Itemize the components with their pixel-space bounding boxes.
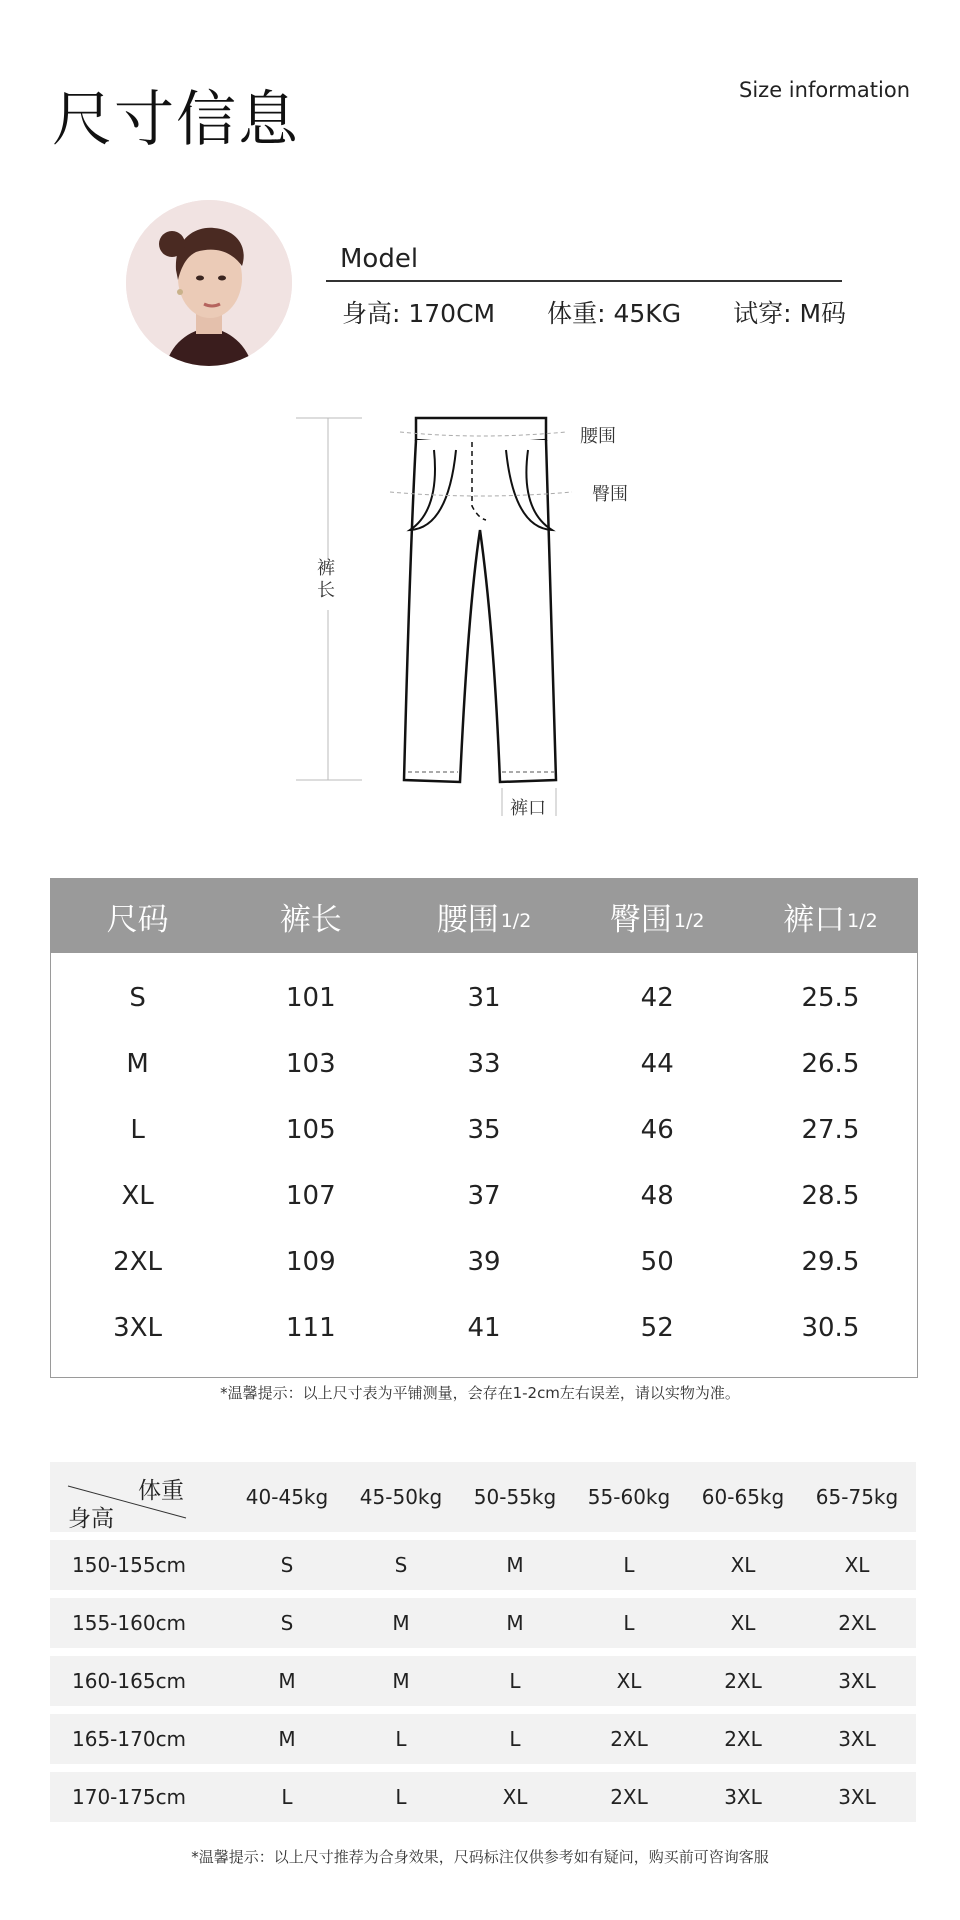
header-cell [224,879,397,953]
height-cell: 170-175cm [72,1785,187,1809]
table-cell: 48 [640,1181,674,1211]
size-cell: M [506,1611,524,1635]
size-cell: M [506,1553,524,1577]
table-cell: XL [121,1181,154,1211]
height-cell: 160-165cm [72,1669,187,1693]
page-title: 尺寸信息 [52,85,300,155]
table-cell: 28.5 [801,1181,860,1211]
size-cell: XL [730,1611,756,1635]
weight-header: 65-75kg [815,1485,899,1509]
size-cell: 2XL [610,1727,648,1751]
size-cell: 3XL [838,1785,876,1809]
height-cell: 155-160cm [72,1611,187,1635]
size-cell: XL [616,1669,642,1693]
size-cell: M [278,1669,296,1693]
corner-height: 身高 [68,1506,114,1532]
header-label: 臀围 [609,901,672,938]
table-cell: 41 [467,1313,501,1343]
table-cell: 107 [285,1181,336,1211]
label-waist: 腰围 [580,426,616,447]
size-note: *温馨提示：以上尺寸表为平铺测量，会存在1-2cm左右误差，请以实物为准。 [220,1384,740,1402]
header-sub: 1/2 [847,910,878,932]
size-cell: 2XL [724,1669,762,1693]
recommend-row [50,1714,916,1764]
header-cell [744,879,917,953]
table-cell: L [130,1115,145,1145]
size-cell: L [509,1669,521,1693]
table-cell: 31 [467,983,501,1013]
model-stats [342,294,846,330]
table-cell: 105 [285,1115,336,1145]
height-cell: 165-170cm [72,1727,187,1751]
table-cell: 101 [285,983,336,1013]
height-cell: 150-155cm [72,1553,187,1577]
weight-header: 55-60kg [587,1485,671,1509]
table-cell: 25.5 [801,983,860,1013]
table-cell: 2XL [113,1247,163,1277]
size-cell: S [280,1611,294,1635]
table-cell: 52 [640,1313,674,1343]
table-cell: 35 [467,1115,501,1145]
model-height: 身高: 170CM [342,299,496,328]
table-cell: 44 [640,1049,674,1079]
table-cell: 46 [640,1115,674,1145]
weight-header: 50-55kg [473,1485,557,1509]
table-cell: 111 [285,1313,336,1343]
model-weight: 体重: 45KG [547,299,682,328]
table-row [51,1229,917,1295]
header-sub: 1/2 [673,910,705,932]
size-cell: L [623,1553,635,1577]
size-table-header [51,879,917,953]
header-cell [571,879,744,953]
table-cell: M [126,1049,149,1079]
recommend-row [50,1772,916,1822]
table-row [51,1163,917,1229]
header-label: 尺码 [106,901,169,938]
table-cell: 39 [467,1247,501,1277]
size-cell: XL [844,1553,870,1577]
divider [326,280,842,282]
table-row [51,1031,917,1097]
size-cell: 3XL [724,1785,762,1809]
corner-cell [50,1462,230,1532]
table-cell: 50 [640,1247,674,1277]
size-cell: 3XL [838,1669,876,1693]
table-row [51,1295,917,1361]
size-cell: S [280,1553,294,1577]
size-cell: L [281,1785,293,1809]
table-cell: 27.5 [801,1115,860,1145]
table-row [51,965,917,1031]
size-table [50,878,918,1378]
table-cell: 42 [640,983,674,1013]
size-cell: L [395,1727,407,1751]
size-cell: S [394,1553,408,1577]
size-cell: L [509,1727,521,1751]
size-cell: M [392,1669,410,1693]
table-cell: 3XL [113,1313,163,1343]
header-cell [51,879,224,953]
recommend-row [50,1656,916,1706]
label-hem: 裤口 [510,798,546,819]
size-cell: M [278,1727,296,1751]
table-row [51,1097,917,1163]
table-cell: S [129,983,146,1013]
pants-diagram [280,410,680,830]
size-cell: 2XL [610,1785,648,1809]
recommend-row [50,1540,916,1590]
weight-header: 40-45kg [245,1485,329,1509]
size-cell: 2XL [724,1727,762,1751]
table-cell: 37 [467,1181,501,1211]
recommend-row [50,1598,916,1648]
size-cell: M [392,1611,410,1635]
label-length-2: 长 [317,580,335,601]
header-cell [397,879,570,953]
table-cell: 33 [467,1049,501,1079]
size-table-body [51,953,917,1377]
table-cell: 103 [285,1049,336,1079]
corner-weight: 体重 [138,1478,184,1504]
recommend-note: *温馨提示：以上尺寸推荐为合身效果，尺码标注仅供参考如有疑问，购买前可咨询客服 [191,1848,769,1866]
size-cell: 3XL [838,1727,876,1751]
label-hip: 臀围 [592,484,628,505]
weight-header: 45-50kg [359,1485,443,1509]
header-label: 腰围 [436,901,499,938]
size-cell: L [395,1785,407,1809]
label-length-1: 裤 [317,558,335,579]
table-cell: 26.5 [801,1049,860,1079]
table-cell: 109 [285,1247,336,1277]
model-label: Model [340,244,419,274]
header-label: 裤口 [783,901,846,938]
recommend-table [50,1462,916,1830]
model-avatar [126,200,292,366]
weight-header: 60-65kg [701,1485,785,1509]
size-cell: 2XL [838,1611,876,1635]
model-size: 试穿: M码 [733,299,847,328]
size-cell: L [623,1611,635,1635]
table-cell: 30.5 [801,1313,860,1343]
size-cell: XL [730,1553,756,1577]
table-cell: 29.5 [801,1247,860,1277]
size-cell: XL [502,1785,528,1809]
header-label: 裤长 [279,901,342,938]
recommend-header [50,1462,916,1532]
page-subtitle: Size information [739,78,910,102]
header-sub: 1/2 [500,910,532,932]
